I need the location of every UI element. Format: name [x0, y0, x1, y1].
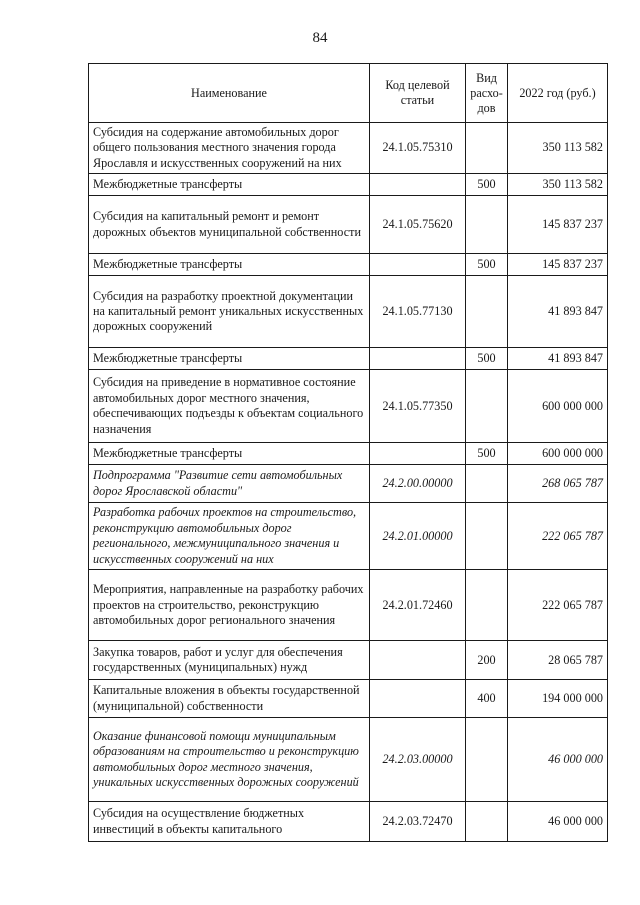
- table-header-row: [89, 64, 608, 123]
- row-type: [466, 276, 508, 348]
- row-amount: 145 837 237: [508, 196, 608, 254]
- table-row: [89, 196, 608, 254]
- budget-table: [88, 63, 608, 842]
- row-code: [370, 254, 466, 276]
- row-type: [466, 370, 508, 443]
- row-name: Закупка товаров, работ и услуг для обеспечения государственных (муниципальных) нужд: [89, 641, 370, 680]
- table-row: [89, 680, 608, 718]
- row-name: Капитальные вложения в объекты государственной (муниципальной) собственности: [89, 680, 370, 718]
- row-type: 400: [466, 680, 508, 718]
- row-code: 24.1.05.75620: [370, 196, 466, 254]
- row-amount: 600 000 000: [508, 443, 608, 465]
- row-amount: 194 000 000: [508, 680, 608, 718]
- row-type: 500: [466, 254, 508, 276]
- row-name: Субсидия на капитальный ремонт и ремонт дорожных объектов муниципальной собственности: [89, 196, 370, 254]
- row-name: Оказание финансовой помощи муниципальным образованиям на строительство и реконструкцию автомобильных дорог местного значения, уникальных искусственных дорожных сооружений: [89, 718, 370, 802]
- row-code: [370, 680, 466, 718]
- table-row: [89, 802, 608, 842]
- row-amount: 46 000 000: [508, 718, 608, 802]
- table-row: [89, 174, 608, 196]
- row-type: [466, 570, 508, 641]
- table-row: [89, 641, 608, 680]
- header-amount: 2022 год (руб.): [508, 64, 608, 123]
- row-amount: 350 113 582: [508, 123, 608, 174]
- row-type: [466, 718, 508, 802]
- row-amount: 600 000 000: [508, 370, 608, 443]
- row-amount: 222 065 787: [508, 503, 608, 570]
- table-row: [89, 370, 608, 443]
- table-row: [89, 348, 608, 370]
- row-code: 24.2.03.00000: [370, 718, 466, 802]
- row-name: Субсидия на приведение в нормативное состояние автомобильных дорог местного значения, обеспечивающих подъезды к объектам социального назначения: [89, 370, 370, 443]
- row-code: 24.1.05.77130: [370, 276, 466, 348]
- row-name: Мероприятия, направленные на разработку рабочих проектов на строительство, реконструкцию автомобильных дорог регионального значения: [89, 570, 370, 641]
- row-amount: 350 113 582: [508, 174, 608, 196]
- table-row: [89, 465, 608, 503]
- header-name: Наименование: [89, 64, 370, 123]
- row-name: Межбюджетные трансферты: [89, 174, 370, 196]
- row-name: Межбюджетные трансферты: [89, 348, 370, 370]
- row-code: 24.2.01.00000: [370, 503, 466, 570]
- row-code: 24.2.03.72470: [370, 802, 466, 842]
- row-type: [466, 465, 508, 503]
- row-name: Субсидия на содержание автомобильных дорог общего пользования местного значения города Ярославля и искусственных сооружений на них: [89, 123, 370, 174]
- row-type: [466, 503, 508, 570]
- row-name: Подпрограмма "Развитие сети автомобильных дорог Ярославской области": [89, 465, 370, 503]
- row-amount: 145 837 237: [508, 254, 608, 276]
- header-code: Код целевой статьи: [370, 64, 466, 123]
- row-code: [370, 443, 466, 465]
- table-row: [89, 718, 608, 802]
- row-name: Субсидия на осуществление бюджетных инвестиций в объекты капитального: [89, 802, 370, 842]
- row-amount: 41 893 847: [508, 276, 608, 348]
- row-name: Субсидия на разработку проектной документации на капитальный ремонт уникальных искусственных дорожных сооружений: [89, 276, 370, 348]
- header-type: Вид расхо-дов: [466, 64, 508, 123]
- row-type: [466, 123, 508, 174]
- row-type: [466, 802, 508, 842]
- row-amount: 28 065 787: [508, 641, 608, 680]
- table-row: [89, 123, 608, 174]
- row-name: Межбюджетные трансферты: [89, 443, 370, 465]
- row-code: 24.2.01.72460: [370, 570, 466, 641]
- row-code: 24.2.00.00000: [370, 465, 466, 503]
- row-amount: 41 893 847: [508, 348, 608, 370]
- row-code: 24.1.05.75310: [370, 123, 466, 174]
- row-code: 24.1.05.77350: [370, 370, 466, 443]
- row-code: [370, 641, 466, 680]
- table-body: [89, 123, 608, 842]
- table-row: [89, 276, 608, 348]
- row-amount: 268 065 787: [508, 465, 608, 503]
- row-type: 500: [466, 174, 508, 196]
- row-type: 200: [466, 641, 508, 680]
- table-row: [89, 570, 608, 641]
- table-row: [89, 503, 608, 570]
- row-type: 500: [466, 348, 508, 370]
- row-name: Разработка рабочих проектов на строительство, реконструкцию автомобильных дорог регионального, межмуниципального значения и искусственных сооружений на них: [89, 503, 370, 570]
- row-amount: 46 000 000: [508, 802, 608, 842]
- table-row: [89, 254, 608, 276]
- page-number: 84: [312, 30, 328, 46]
- row-name: Межбюджетные трансферты: [89, 254, 370, 276]
- row-type: 500: [466, 443, 508, 465]
- row-amount: 222 065 787: [508, 570, 608, 641]
- row-code: [370, 174, 466, 196]
- table-row: [89, 443, 608, 465]
- row-type: [466, 196, 508, 254]
- row-code: [370, 348, 466, 370]
